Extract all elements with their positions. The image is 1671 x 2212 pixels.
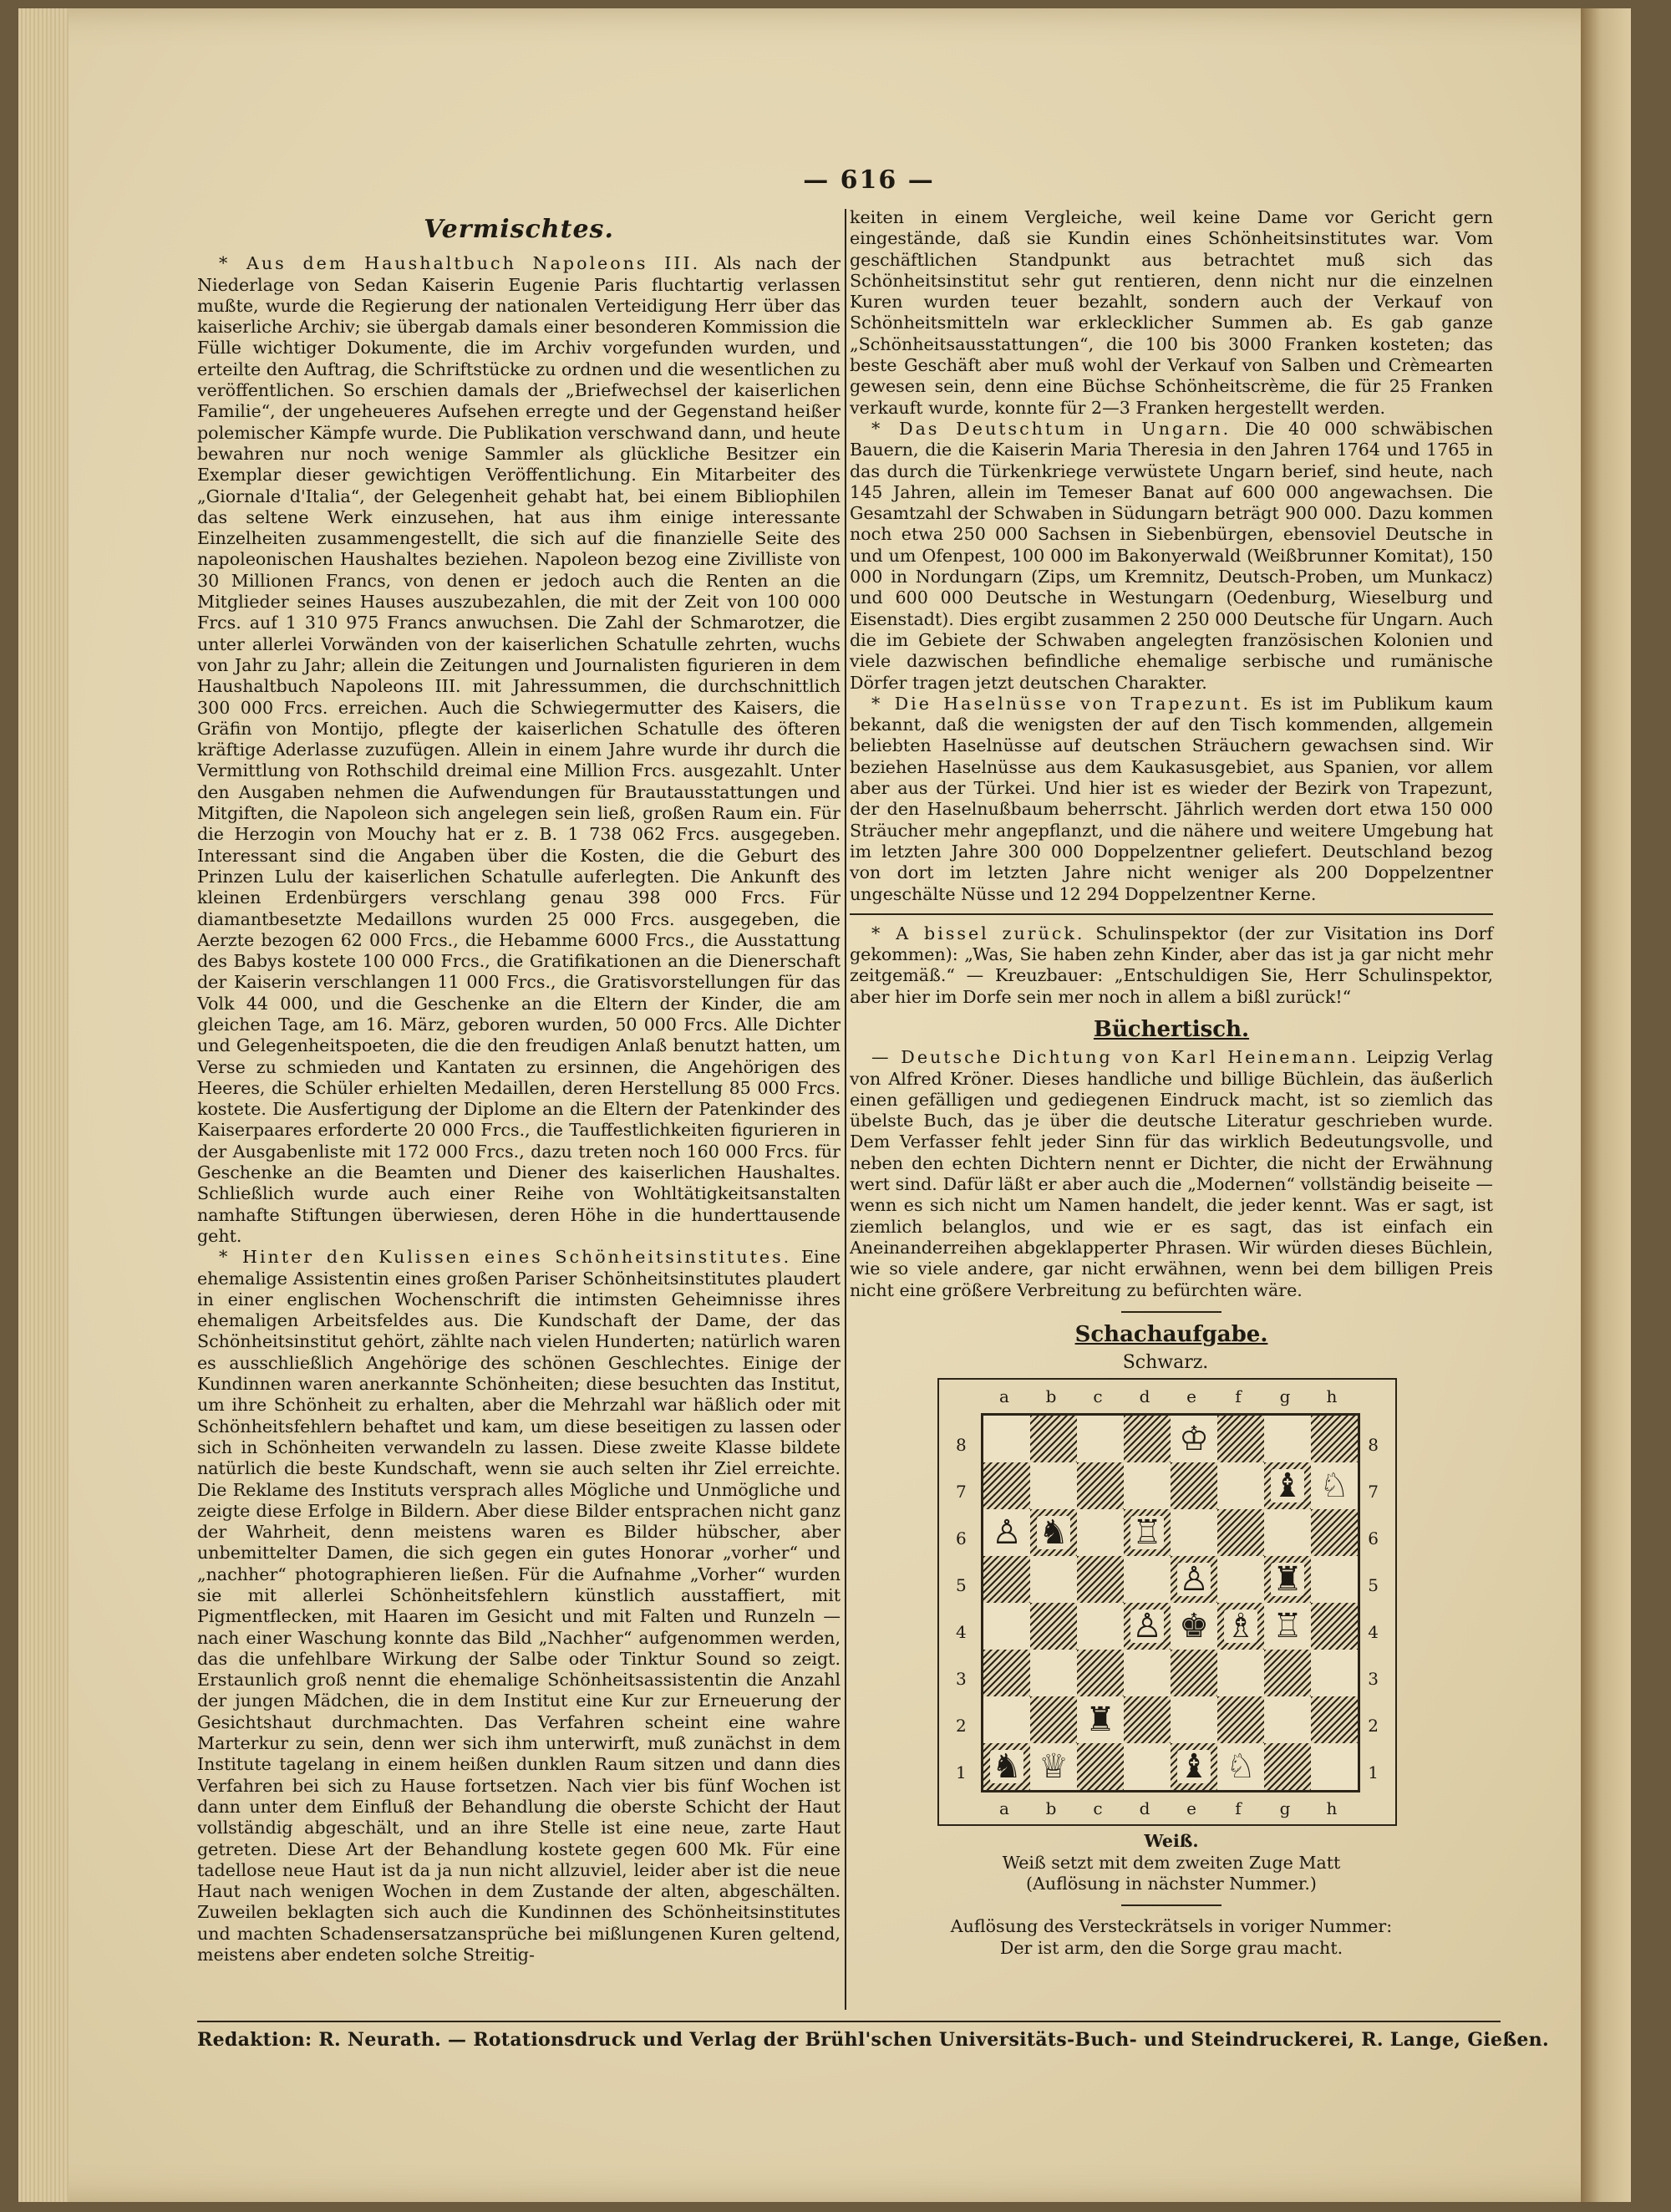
rank-label: 3 <box>1368 1668 1379 1689</box>
chess-square-d5 <box>1124 1556 1171 1603</box>
riddle-solution-line1: Auflösung des Versteckrätsels in voriger Nummer: <box>950 1916 1393 1937</box>
chess-piece: ♜ <box>1085 1701 1115 1740</box>
chess-piece: ♗ <box>1226 1607 1256 1646</box>
article-text: Als nach der Niederlage von Sedan Kaiserin Eugenie Paris fluchtartig verlassen mußte, wurde die Regierung der nationalen Verteidigung Herr über das kaiserliche Archiv; sie übergab damals einer besonderen Kommission die Fülle wichtiger Dokumente, die im Archiv vorgefunden wurden, und erteilte den Auftrag, die Schriftstücke zu ordnen und die wesentlichen zu veröffentlichen. So erschien damals der „Briefwechsel der kaiserlichen Familie“, der ungeheueres Aufsehen erregte und der Gegenstand heißer polemischer Kämpfe wurde. Die Publikation verschwand dann, und heute bewahren nur noch wenige Sammler als glückliche Besitzer ein Exemplar dieser gewichtigen Veröffentlichung. Ein Mitarbeiter des „Giornale d'Italia“, der Gelegenheit gehabt hat, bei einem Bibliophilen das seltene Werk einzusehen, hat aus ihm einige interessante Einzelheiten zusammengestellt, die sich auf die finanzielle Seite des napoleonischen Haushaltes beziehen. Napoleon bezog eine Zivilliste von 30 Millionen Francs, von denen er jedoch auch die Renten an die Mitglieder seines Hauses auszubezahlen, die mit der Zeit von 100 000 Frcs. auf 1 310 975 Francs anwuchsen. Die Zahl der Schmarotzer, die unter allerlei Vorwänden von der kaiserlichen Schatulle zehrten, wuchs von Jahr zu Jahr; allein die Zeitungen und Journalisten figurieren in dem Haushaltbuch Napoleons III. mit Jahressummen, die durchschnittlich 300 000 Frcs. erreichen. Auch die Schwiegermutter des Kaisers, die Gräfin von Montijo, pflegte der kaiserlichen Schatulle des öfteren kräftige Aderlasse zuzufügen. Allein in einem Jahre wurde ihr durch die Vermittlung von Rothschild dreimal eine Million Frcs. ausgezahlt. Unter den Ausgaben nehmen die Aufwendungen für Brautausstattungen und Mitgiften, die Napoleon sich angelegen sein ließ, großen Raum ein. Für die Herzogin von Mouchy hat er z. B. 1 738 062 Frcs. ausgegeben. Interessant sind die Angaben über die Kosten, die die Geburt des Prinzen Lulu der kaiserlichen Schatulle auferlegten. Die Ankunft des kleinen Erdenbürgers verschlang genau 398 000 Frcs. Für diamantbesetzte Medaillons wurden 25 000 Frcs. ausgegeben, die Aerzte bezogen 62 000 Frcs., die Hebamme 6000 Frcs., die Ausstattung des Babys kostete 100 000 Frcs., die Gratifikationen an die Dienerschaft der Kaiserin verschlangen 11 000 Frcs., die Gratisvorstellungen für das Volk 44 000, und die Geschenke an die Eltern der Kinder, die am gleichen Tage, am 16. März, geboren wurden, 50 000 Frcs. Alle Dichter und Gelegenheitspoeten, die die den freudigen Anlaß benutzt hatten, um Verse zu schmieden und Kantaten zu ersinnen, die Angehörigen des Heeres, die Schüler erhielten Medaillen, deren Herstellung 85 000 Frcs. kostete. Die Ausfertigung der Diplome an die Eltern der Patenkinder des Kaiserpaares erforderte 20 000 Frcs., die Tauffestlichkeiten figurieren in der Ausgabenliste mit 172 000 Frcs., dazu treten noch 160 000 Frcs. für Geschenke an die Beamten und Diener des kaiserlichen Haushaltes. Schließlich wurde auch einer Reihe von Wohltätigkeitsanstalten namhafte Stiftungen überwiesen, deren Höhe in die hunderttausende geht. <box>197 253 841 1246</box>
chess-white-label: Weiß. <box>1144 1831 1199 1852</box>
rank-label: 7 <box>956 1481 967 1502</box>
chess-board <box>981 1413 1360 1792</box>
page-footer-imprint: Redaktion: R. Neurath. — Rotationsdruck und Verlag der Brühl'schen Universitäts-Buch- und Steindruckerei, R. Lange, Gießen. <box>197 2021 1501 2051</box>
facing-page-edge <box>1581 8 1631 2202</box>
rank-label: 4 <box>956 1621 967 1642</box>
right-column <box>850 207 1493 1959</box>
chess-square-a4 <box>983 1603 1030 1650</box>
rank-label: 8 <box>956 1434 967 1455</box>
file-labels-bottom <box>981 1798 1355 1819</box>
chess-square-f1 <box>1217 1743 1264 1790</box>
file-label: g <box>1279 1386 1291 1407</box>
article-napoleon <box>197 253 841 1247</box>
chess-square-c2 <box>1077 1696 1124 1743</box>
chess-square-c8 <box>1077 1416 1124 1462</box>
file-label: g <box>1279 1798 1291 1819</box>
chess-square-g6 <box>1264 1509 1311 1556</box>
chess-caption-line1: Weiß setzt mit dem zweiten Zuge Matt <box>1002 1852 1341 1873</box>
chess-square-a5 <box>983 1556 1030 1603</box>
rank-labels-left <box>956 1421 967 1796</box>
chess-square-d6 <box>1124 1509 1171 1556</box>
file-label: b <box>1045 1798 1057 1819</box>
riddle-solution-line2: Der ist arm, den die Sorge grau macht. <box>999 1937 1343 1958</box>
chess-square-h4 <box>1311 1603 1358 1650</box>
file-label: f <box>1235 1798 1242 1819</box>
chess-square-g3 <box>1264 1650 1311 1696</box>
chess-square-a7 <box>983 1462 1030 1509</box>
chess-square-h5 <box>1311 1556 1358 1603</box>
chess-square-h1 <box>1311 1743 1358 1790</box>
chess-square-g7 <box>1264 1462 1311 1509</box>
chess-square-f8 <box>1217 1416 1264 1462</box>
article-book-review <box>850 1047 1493 1301</box>
chess-square-a1 <box>983 1743 1030 1790</box>
section-heading-buechertisch: Büchertisch. <box>1093 1016 1250 1042</box>
chess-piece: ♞ <box>1039 1513 1069 1553</box>
chess-square-b4 <box>1030 1603 1077 1650</box>
chess-square-b1 <box>1030 1743 1077 1790</box>
page-number: — 616 — <box>803 165 935 195</box>
chess-square-f3 <box>1217 1650 1264 1696</box>
chess-square-a6 <box>983 1509 1030 1556</box>
chess-square-b8 <box>1030 1416 1077 1462</box>
chess-square-a8 <box>983 1416 1030 1462</box>
column-divider <box>845 209 846 2010</box>
chess-square-f7 <box>1217 1462 1264 1509</box>
article-continuation: keiten in einem Vergleiche, weil keine Dame vor Gericht gern eingestände, daß sie Kundin eines Schönheitsinstitutes war. Vom geschäftlichen Standpunkt aus betrachtet muß sich das Schönheitsinstitut sehr gut rentieren, denn nicht nur die einzelnen Kuren wurden teuer bezahlt, sondern auch der Verkauf von Schönheitsmitteln war erklecklicher Summen ab. Es gab ganze „Schönheitsausstattungen“, die 100 bis 3000 Franken kosteten; das beste Geschäft aber muß wohl der Verkauf von Salben und Crèmearten gewesen sein, denn eine Büchse Schönheitscrème, die für 25 Franken verkauft wurde, konnte für 2—3 Franken hergestellt werden. <box>850 207 1493 418</box>
chess-piece: ♕ <box>1039 1747 1069 1787</box>
chess-square-a2 <box>983 1696 1030 1743</box>
chess-piece: ♝ <box>1179 1747 1209 1787</box>
rank-label: 1 <box>1368 1762 1379 1782</box>
rank-label: 6 <box>1368 1528 1379 1548</box>
chess-piece: ♙ <box>1179 1560 1209 1599</box>
chess-caption-line2: (Auflösung in nächster Nummer.) <box>1026 1874 1317 1894</box>
chess-square-c1 <box>1077 1743 1124 1790</box>
chess-square-e7 <box>1171 1462 1217 1509</box>
file-labels-top <box>981 1386 1355 1407</box>
chess-square-g4 <box>1264 1603 1311 1650</box>
article-text: Eine ehemalige Assistentin eines großen Pariser Schönheitsinstitutes plaudert in einer englischen Wochenschrift die intimsten Geheimnisse ihres ehemaligen Arbeitsfeldes aus. Die Kundschaft der Dame, der das Schönheitsinstitut gehört, zählte nach vielen Hunderten; natürlich waren es ausschließlich Angehörige des schönen Geschlechtes. Einige der Kundinnen waren anerkannte Schönheiten; diese besuchten das Institut, um ihre Schönheit zu erhalten, aber die Mehrzahl war häßlich oder mit Schönheitsfehlern behaftet und kam, um diese beseitigen zu lassen oder sich in Schönheiten verwandeln zu lassen. Diese zweite Klasse bildete natürlich die beste Kundschaft, wenn sie auch selten ihr Ziel erreichte. Die Reklame des Instituts versprach alles Mögliche und Unmögliche und zeigte diese Erfolge in Bildern. Aber diese Bilder entsprachen nicht ganz der Wahrheit, denn meistens waren es Bilder hübscher, aber unbemittelter Damen, die sich gegen ein gutes Honorar „vorher“ und „nachher“ photographieren ließen. Für die Aufnahme „Vorher“ wurden sie mit allerlei Schönheitsfehlern künstlich ausstaffiert, mit Pigmentflecken, mit Haaren im Gesicht und mit Falten und Runzeln — nach einer Waschung konnte das Bild „Nachher“ aufgenommen werden, das die unfehlbare Wirkung der Salbe oder Tinktur Sound so zeigt. Erstaunlich groß nennt die ehemalige Schönheitsassistentin die Anzahl der jungen Mädchen, die in dem Institut eine Kur zur Erneuerung der Gesichtshaut durchmachten. Das Verfahren scheint eine wahre Marterkur zu sein, denn wer sich ihm unterwirft, muß zunächst in dem Institute tagelang in einem heißen dunklen Raum sitzen und dann dies Verfahren bei sich zu Hause fortsetzen. Nach vier bis fünf Wochen ist dann unter dem Einfluß der Behandlung die oberste Schicht der Haut vollständig abgeschält, und an ihre Stelle ist eine neue, zarte Haut getreten. Diese Art der Behandlung kostete gegen 600 Mk. Für eine tadellose neue Haut ist da ja nun nicht allzuviel, leider aber ist die neue Haut nach wenigen Wochen in dem Zustande der alten, abgeschälten. Zuweilen beklagten sich auch die Kundinnen des Schönheitsinstitutes und machten Schadensersatzansprüche bei mißlungenen Kuren geltend, meistens aber endeten solche Streitig- <box>197 1247 841 1965</box>
chess-square-b3 <box>1030 1650 1077 1696</box>
chess-square-c4 <box>1077 1603 1124 1650</box>
chess-square-e8 <box>1171 1416 1217 1462</box>
chess-piece: ♘ <box>1226 1747 1256 1787</box>
rank-labels-right <box>1368 1421 1379 1796</box>
chess-square-g1 <box>1264 1743 1311 1790</box>
rank-label: 6 <box>956 1528 967 1548</box>
section-separator <box>1121 1904 1222 1906</box>
rank-label: 2 <box>1368 1715 1379 1736</box>
chess-piece: ♘ <box>1319 1467 1349 1506</box>
chess-square-d8 <box>1124 1416 1171 1462</box>
chess-square-f6 <box>1217 1509 1264 1556</box>
chess-frame <box>937 1378 1397 1826</box>
article-bissel-zurueck <box>850 923 1493 1008</box>
chess-square-a3 <box>983 1650 1030 1696</box>
chess-square-h2 <box>1311 1696 1358 1743</box>
rank-label: 5 <box>1368 1574 1379 1595</box>
chess-square-b7 <box>1030 1462 1077 1509</box>
chess-black-label: Schwarz. <box>1122 1352 1209 1374</box>
chess-square-b2 <box>1030 1696 1077 1743</box>
chess-square-g5 <box>1264 1556 1311 1603</box>
rank-label: 1 <box>956 1762 967 1782</box>
file-label: h <box>1326 1386 1338 1407</box>
rank-label: 7 <box>1368 1481 1379 1502</box>
chess-square-c5 <box>1077 1556 1124 1603</box>
left-column <box>197 209 841 1965</box>
article-lead: * Das Deutschtum in Ungarn. <box>871 418 1232 439</box>
chess-piece: ♚ <box>1179 1607 1209 1646</box>
article-text: Die 40 000 schwäbischen Bauern, die die Kaiserin Maria Theresia in den Jahren 1764 und 1765 in das durch die Türkenkriege verwüstete Ungarn berief, sind heute, nach 145 Jahren, allein im Temeser Banat auf 600 000 angewachsen. Die Gesamtzahl der Schwaben in Südungarn beträgt 900 000. Dazu kommen noch etwa 250 000 Sachsen in Siebenbürgen, ebensoviel Deutsche in und um Ofenpest, 100 000 im Bakonyerwald (Weißbrunner Komitat), 150 000 in Nordungarn (Zips, um Kremnitz, Deutsch-Proben, um Munkacz) und 600 000 Deutsche in Westungarn (Oedenburg, Wieselburg und Eisenstadt). Dies ergibt zusammen 2 250 000 Deutsche für Ungarn. Auch die im Gebiete der Schwaben angelegten französischen Kolonien und viele dazwischen befindliche ehemalige serbische und rumänische Dörfer tragen jetzt deutschen Charakter. <box>850 418 1494 693</box>
chess-square-b5 <box>1030 1556 1077 1603</box>
chess-piece: ♜ <box>1272 1560 1303 1599</box>
file-label: f <box>1235 1386 1242 1407</box>
chess-square-d7 <box>1124 1462 1171 1509</box>
chess-square-h7 <box>1311 1462 1358 1509</box>
file-label: d <box>1139 1798 1150 1819</box>
chess-square-h6 <box>1311 1509 1358 1556</box>
page-left-edge <box>18 8 69 2202</box>
chess-piece: ♙ <box>1132 1607 1162 1646</box>
chess-piece: ♝ <box>1272 1467 1303 1506</box>
rank-label: 3 <box>956 1668 967 1689</box>
section-heading-vermischtes: Vermischtes. <box>424 215 614 244</box>
rank-label: 8 <box>1368 1434 1379 1455</box>
file-label: e <box>1186 1386 1196 1407</box>
chess-square-f5 <box>1217 1556 1264 1603</box>
file-label: a <box>999 1798 1009 1819</box>
chess-square-e2 <box>1171 1696 1217 1743</box>
chess-square-h8 <box>1311 1416 1358 1462</box>
chess-square-d2 <box>1124 1696 1171 1743</box>
chess-square-c7 <box>1077 1462 1124 1509</box>
article-text: Leipzig Verlag von Alfred Kröner. Dieses handliche und billige Büchlein, das äußerlich einen gefälligen und gediegenen Eindruck macht, ist so ziemlich das übelste Buch, das je über die deutsche Literatur geschrieben wurde. Dem Verfasser fehlt jeder Sinn für das wirklich Bedeutungsvolle, und neben den echten Dichtern nennt er Dichter, die nicht der Erwähnung wert sind. Dafür läßt er aber auch die „Modernen“ vollständig beiseite — wenn es sich nicht um Namen handelt, die jeder kennt. Was er sagt, ist ziemlich belanglos, und wie er es sagt, das ist einfach ein Aneinanderreihen abgeklapperter Phrasen. Wir würden dieses Büchlein, wie so viele andere, gar nicht erwähnen, wenn bei dem billigen Preis nicht eine größere Verbreitung zu befürchten wäre. <box>850 1047 1494 1300</box>
file-label: c <box>1093 1798 1103 1819</box>
article-lead: * A bissel zurück. <box>871 923 1085 943</box>
rank-label: 2 <box>956 1715 967 1736</box>
chess-square-f2 <box>1217 1696 1264 1743</box>
chess-piece: ♔ <box>1179 1420 1209 1459</box>
chess-square-c6 <box>1077 1509 1124 1556</box>
chess-diagram <box>937 1352 1394 1826</box>
article-text: Schulinspektor (der zur Visitation ins Dorf gekommen): „Was, Sie haben zehn Kinder, aber das ist ja gar nicht mehr zeitgemäß.“ — Kreuzbauer: „Entschuldigen Sie, Herr Schulinspektor, aber hier im Dorfe sein mer noch in allem a bißl zurück!“ <box>850 923 1494 1007</box>
file-label: b <box>1045 1386 1057 1407</box>
file-label: h <box>1326 1798 1338 1819</box>
chess-square-f4 <box>1217 1603 1264 1650</box>
chess-square-d3 <box>1124 1650 1171 1696</box>
article-lead: * Die Haselnüsse von Trapezunt. <box>871 693 1251 714</box>
article-lead: — Deutsche Dichtung von Karl Heinemann. <box>871 1047 1359 1068</box>
chess-piece: ♖ <box>1272 1607 1303 1646</box>
article-deutschtum <box>850 419 1493 694</box>
chess-square-h3 <box>1311 1650 1358 1696</box>
chess-piece: ♙ <box>992 1513 1022 1553</box>
chess-square-c3 <box>1077 1650 1124 1696</box>
chess-square-e5 <box>1171 1556 1217 1603</box>
rank-label: 5 <box>956 1574 967 1595</box>
rank-label: 4 <box>1368 1621 1379 1642</box>
chess-square-e6 <box>1171 1509 1217 1556</box>
chess-piece: ♖ <box>1132 1513 1162 1553</box>
file-label: a <box>999 1386 1009 1407</box>
chess-square-g8 <box>1264 1416 1311 1462</box>
article-text: Es ist im Publikum kaum bekannt, daß die wenigsten der auf den Tisch kommenden, allgemein beliebten Haselnüsse auf deutschen Sträuchern gewachsen sind. Wir beziehen Haselnüsse aus dem Kaukasusgebiet, aus Spanien, vor allem aber aus der Türkei. Und hier ist es wieder der Bezirk von Trapezunt, der den Haselnußbaum beherrscht. Jährlich werden dort etwa 150 000 Sträucher mehr angepflanzt, und die nähere und weitere Umgebung hat im letzten Jahre 300 000 Doppelzentner geliefert. Deutschland bezog von dort im letzten Jahre nicht weniger als 200 Doppelzentner ungeschälte Nüsse und 12 294 Doppelzentner Kerne. <box>850 693 1494 904</box>
file-label: c <box>1093 1386 1103 1407</box>
chess-square-e1 <box>1171 1743 1217 1790</box>
file-label: d <box>1139 1386 1150 1407</box>
section-separator <box>1121 1311 1222 1313</box>
chess-square-d4 <box>1124 1603 1171 1650</box>
article-lead: * Hinter den Kulissen eines Schönheitsinstitutes. <box>219 1247 792 1268</box>
article-lead: * Aus dem Haushaltbuch Napoleons III. <box>219 253 701 274</box>
chess-square-e3 <box>1171 1650 1217 1696</box>
chess-square-b6 <box>1030 1509 1077 1556</box>
section-heading-schachaufgabe: Schachaufgabe. <box>1074 1321 1268 1347</box>
article-haselnuesse <box>850 694 1493 905</box>
chess-square-g2 <box>1264 1696 1311 1743</box>
chess-square-d1 <box>1124 1743 1171 1790</box>
article-schoenheitsinstitut <box>197 1247 841 1965</box>
chess-piece: ♞ <box>992 1747 1022 1787</box>
article-separator <box>850 913 1493 915</box>
chess-square-e4 <box>1171 1603 1217 1650</box>
file-label: e <box>1186 1798 1196 1819</box>
